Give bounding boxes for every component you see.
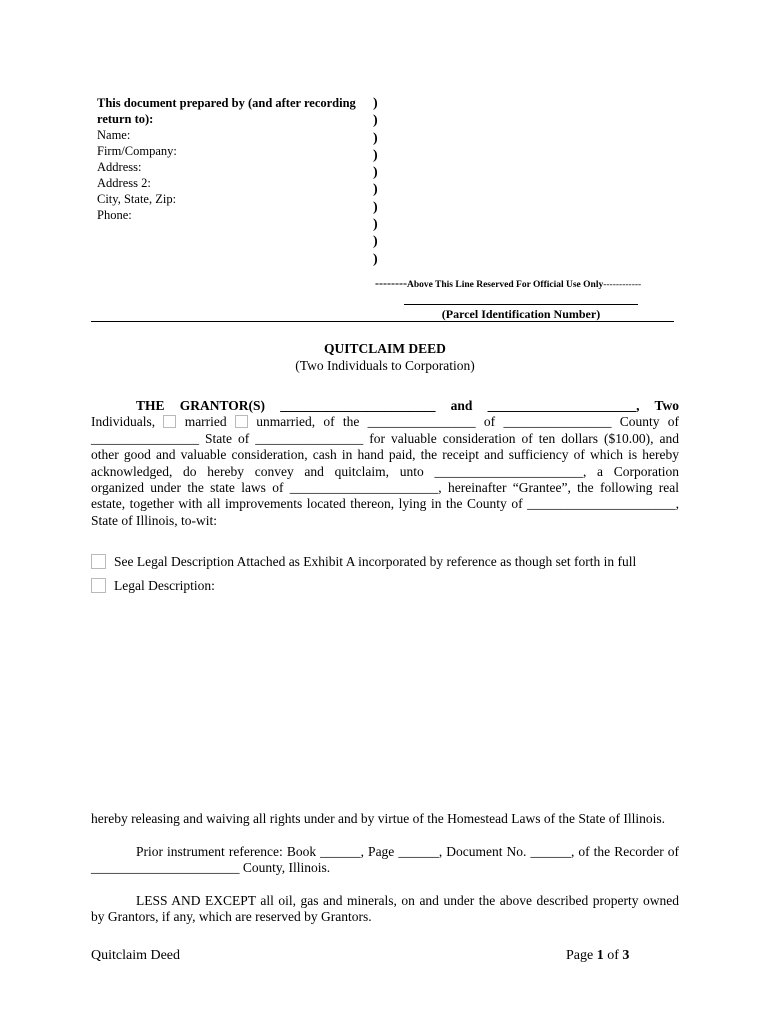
paren: ) — [373, 130, 378, 146]
page-number: 1 — [596, 948, 604, 963]
paren: ) — [373, 234, 378, 250]
homestead-paragraph — [91, 811, 679, 827]
field-address-2: Address 2: — [97, 176, 151, 190]
paren: ) — [373, 113, 378, 129]
individuals-word: Individuals, — [91, 414, 156, 430]
homestead-text: hereby releasing and waiving all rights under and by virtue of the Homestead Laws of the State of Illinois. — [91, 811, 665, 826]
paren: ) — [373, 217, 378, 233]
parcel-number-label: (Parcel Identification Number) — [441, 307, 601, 321]
prior-instrument-paragraph — [91, 844, 679, 877]
exhibit-label: See Legal Description Attached as Exhibit A incorporated by reference as though set forth in full — [114, 554, 637, 569]
page-counter — [566, 948, 629, 964]
grantor-line-8: State of Illinois, to-wit: — [91, 512, 217, 528]
page-subtitle: (Two Individuals to Corporation) — [295, 358, 475, 373]
page-total: 3 — [622, 948, 630, 963]
paren: ) — [373, 165, 378, 181]
paren: ) — [373, 251, 378, 267]
legal-description-label: Legal Description: — [114, 578, 215, 593]
grantor-line-4: other good and valuable consideration, cash in hand paid, the receipt and sufficiency of which is hereby — [91, 447, 679, 463]
exhibit-checkbox[interactable] — [91, 554, 106, 569]
prepared-by-heading-2: return to): — [97, 112, 154, 126]
grantor-line-1-text: THE GRANTOR(S) _______________________ and ______________________, Two — [136, 398, 679, 413]
grantor-paragraph — [91, 398, 679, 529]
field-city-state-zip: City, State, Zip: — [97, 192, 177, 206]
prepared-by-heading-1: This document prepared by (and after recording — [97, 96, 356, 110]
less-except-line-2: by Grantors, if any, which are reserved by Grantors. — [91, 909, 372, 925]
reserved-line — [375, 276, 641, 291]
paren: ) — [373, 182, 378, 198]
married-checkbox[interactable] — [163, 415, 176, 428]
bracket-column — [373, 95, 378, 268]
legal-description-option — [91, 577, 215, 595]
grantor-line-7: estate, together with all improvements located thereon, lying in the County of ______________________, — [91, 496, 679, 512]
page-title: QUITCLAIM DEED — [324, 341, 446, 356]
paren: ) — [373, 199, 378, 215]
legal-description-checkbox[interactable] — [91, 578, 106, 593]
grantor-line-2 — [91, 414, 679, 430]
paren: ) — [373, 147, 378, 163]
exhibit-option — [91, 553, 636, 571]
field-name: Name: — [97, 128, 131, 142]
reserved-label: Above This Line Reserved For Official Use Only — [406, 280, 604, 290]
paren: ) — [373, 96, 378, 111]
prepared-by-block — [97, 95, 367, 223]
unmarried-checkbox[interactable] — [235, 415, 248, 428]
unmarried-text: unmarried, of the ________________ of ________________ County of — [256, 414, 680, 430]
prior-line-1: Prior instrument reference: Book ______, Page ______, Document No. ______, of the Recorder of — [136, 844, 679, 859]
grantor-line-6: organized under the state laws of ______________________, hereinafter “Grantee”, the following real — [91, 479, 679, 495]
grantor-line-1 — [91, 398, 679, 414]
page-word: Page — [566, 948, 594, 963]
header-divider — [91, 321, 674, 322]
reserved-dashes: -------- — [375, 276, 407, 290]
grantor-line-3: ________________ State of ________________ for valuable consideration of ten dollars ($10.00), and — [91, 430, 679, 446]
footer-title: Quitclaim Deed — [91, 948, 181, 963]
less-except-paragraph — [91, 893, 679, 926]
field-phone: Phone: — [97, 208, 132, 222]
field-firm-company: Firm/Company: — [97, 144, 177, 158]
married-label: married — [184, 414, 227, 430]
of-word: of — [607, 948, 619, 963]
less-except-line-1: LESS AND EXCEPT all oil, gas and minerals, on and under the above described property owned — [136, 893, 679, 908]
reserved-trail: ------------ — [603, 280, 642, 290]
prior-line-2: ______________________ County, Illinois. — [91, 860, 331, 876]
parcel-number-line — [404, 304, 638, 305]
grantor-line-5: acknowledged, do hereby convey and quitclaim, unto ______________________, a Corporation — [91, 463, 679, 479]
field-address: Address: — [97, 160, 142, 174]
